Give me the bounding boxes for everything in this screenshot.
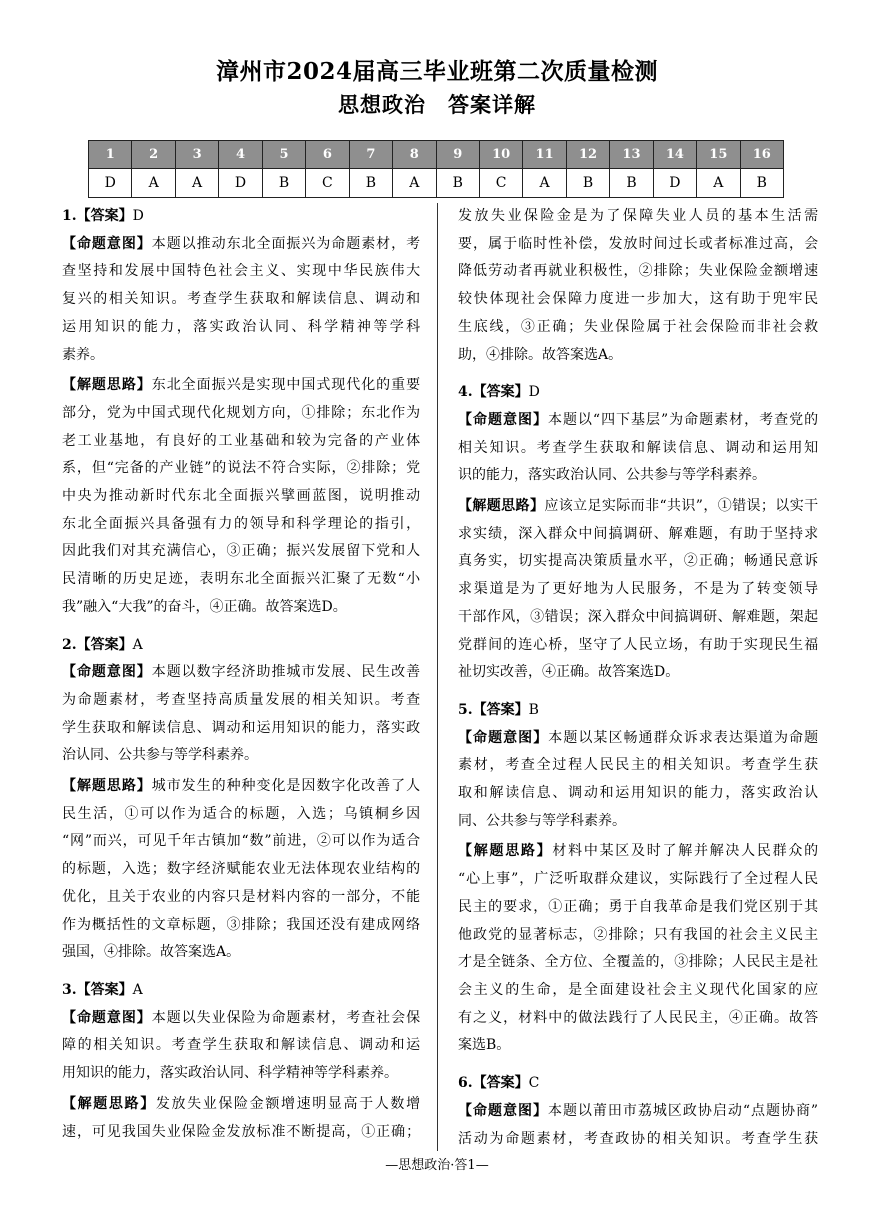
answer-value: A: [132, 636, 143, 653]
answer-label: 【答案】: [472, 701, 529, 718]
answer-heading-content: [62, 637, 143, 653]
text-line-body: 城市发生的种种变化是因数字化改善了人: [151, 778, 420, 795]
text-line-content: [458, 347, 622, 363]
question-number: 3.: [62, 981, 77, 998]
text-line: [62, 912, 420, 940]
answer-table-answer-row: [89, 169, 784, 198]
text-line-body: 本题以莆田市荔城区政协启动“点题协商”: [547, 1102, 818, 1119]
text-line-body: 作为概括性的文章标题，③排除；我国还没有建成网络: [62, 916, 420, 933]
answer-heading-content: [458, 384, 540, 400]
answer-heading-content: [458, 1075, 539, 1091]
question-number: 5.: [458, 701, 473, 718]
text-line: [458, 493, 818, 521]
answer-heading-content: [62, 208, 144, 224]
text-line-content: [458, 843, 818, 859]
text-line-content: [62, 778, 420, 794]
text-line-content: [62, 236, 420, 252]
text-line-body: 民生活，①可以作为适合的标题，入选；乌镇桐乡因: [62, 805, 420, 822]
text-line-content: [62, 833, 420, 849]
answer-label: 【答案】: [472, 384, 529, 401]
text-line-content: [62, 433, 420, 449]
text-line-body: “心上事”，广泛听取群众建议，实际践行了全过程人民: [458, 871, 818, 888]
answer-value: D: [132, 208, 144, 224]
question-number: 6.: [458, 1075, 473, 1092]
section-label: 【命题意图】: [62, 664, 152, 681]
text-line: [458, 1032, 818, 1060]
answer-heading-content: [62, 982, 143, 998]
text-line-content: [458, 236, 818, 252]
answer-value: C: [528, 1075, 540, 1092]
text-line-content: [62, 405, 420, 421]
text-line-content: [62, 861, 420, 877]
text-line-content: [458, 982, 818, 998]
text-line-content: [458, 291, 818, 307]
text-line: [62, 314, 420, 342]
section-label: 【解题思路】: [458, 843, 553, 860]
text-line: [62, 483, 420, 511]
section-label: 【命题意图】: [458, 411, 548, 428]
text-line: [62, 939, 420, 967]
text-line: [62, 687, 420, 715]
text-line: [458, 314, 818, 342]
text-line-content: [458, 498, 818, 514]
answer-table-answer-cell: D: [653, 169, 696, 198]
text-line: [62, 566, 420, 594]
text-line-content: [458, 757, 818, 773]
answer-table-answer-cell: C: [479, 169, 522, 198]
answer-table-number-cell: 11: [523, 141, 566, 169]
text-line-body: 用知识的能力，落实政治认同、科学精神等学科素养。: [62, 1065, 398, 1082]
answer-value: A: [132, 981, 143, 998]
page-subtitle: 思想政治 答案详解: [338, 92, 536, 117]
text-line-body: 会主义的生命，是全面建设社会主义现代化国家的应: [458, 981, 818, 998]
text-line: [458, 435, 818, 463]
text-line-content: [458, 440, 818, 456]
question-number: 1.: [62, 208, 77, 224]
answer-table-answer-cell: B: [349, 169, 392, 198]
answer-table-number-cell: 10: [479, 141, 522, 169]
text-line-body: 祉切实改善，④正确。故答案选D。: [458, 664, 680, 681]
answer-table-answer-cell: B: [262, 169, 305, 198]
text-line-body: 民清晰的历史足迹，表明东北全面振兴汇聚了无数“小: [62, 571, 420, 588]
text-line-content: [62, 516, 420, 532]
text-line: [62, 856, 420, 884]
text-line: [62, 715, 420, 743]
text-line-body: 为命题素材，考查坚持高质量发展的相关知识。考查: [62, 691, 420, 708]
text-line-content: [458, 208, 818, 224]
text-line-body: 本题以某区畅通群众诉求表达渠道为命题: [548, 729, 818, 746]
answer-table-number-cell: 12: [566, 141, 609, 169]
text-line-body: 生底线，③正确；失业保险属于社会保险而非社会救: [458, 318, 818, 335]
text-line-body: 才是全链条、全方位、全覆盖的，③排除；人民民主是社: [458, 954, 818, 971]
text-line-body: 东北全面振兴是实现中国式现代化的重要: [151, 377, 420, 394]
text-line-body: 较快体现社会保障力度进一步加大，这有助于兜牢民: [458, 291, 818, 308]
answer-heading: [458, 697, 818, 725]
text-line-body: 助，④排除。故答案选A。: [458, 346, 623, 363]
text-line-body: 求实绩，深入群众中间搞调研、解难题，有助于坚持求: [458, 525, 818, 542]
text-line-body: 取和解读信息、调动和运用知识的能力，落实政治认: [458, 785, 818, 802]
text-line-body: 部分，党为中国式现代化规划方向，①排除；东北作为: [62, 404, 420, 421]
text-line-body: 速，可见我国失业保险金发放标准不断提高，①正确；: [62, 1123, 420, 1140]
text-line: [62, 884, 420, 912]
text-line-body: 降低劳动者再就业积极性，②排除；失业保险金额增速: [458, 263, 818, 280]
text-line-content: [458, 581, 818, 597]
section-label: 【命题意图】: [62, 1009, 152, 1026]
text-line-content: [458, 467, 766, 483]
page-footer: —思想政治·答1—: [385, 1158, 489, 1173]
answer-table-answer-cell: C: [306, 169, 349, 198]
text-line: [458, 949, 818, 977]
right-column: [458, 203, 818, 1153]
text-line: [62, 1060, 420, 1088]
text-line: [62, 372, 420, 400]
answer-table-number-cell: 6: [306, 141, 349, 169]
text-line-body: 求渠道是为了更好地为人民服务，不是为了转变领导: [458, 581, 818, 598]
text-line-body: 干部作风，③错误；深入群众中间搞调研、解难题，架起: [458, 608, 818, 625]
text-line-body: 本题以推动东北全面振兴为命题素材，考: [151, 235, 420, 252]
text-line-body: 发放失业保险金是为了保障失业人员的基本生活需: [458, 208, 818, 224]
text-line: [458, 604, 818, 632]
answer-table-number-cell: 8: [393, 141, 436, 169]
section-label: 【解题思路】: [62, 377, 152, 394]
text-line-content: [62, 1037, 420, 1053]
text-line-content: [62, 720, 420, 736]
text-line: [458, 462, 818, 490]
text-line-content: [62, 747, 258, 763]
section-label: 【命题意图】: [458, 729, 549, 746]
answer-label: 【答案】: [76, 981, 133, 998]
text-line: [62, 231, 420, 259]
page-title: 漳州市2024届高三毕业班第二次质量检测: [215, 58, 658, 85]
answer-value: D: [528, 384, 540, 401]
answer-label: 【答案】: [76, 208, 133, 224]
text-line-content: [62, 599, 347, 615]
text-line-content: [458, 954, 818, 970]
answer-table-answer-cell: B: [566, 169, 609, 198]
answer-table-number-row: [89, 141, 784, 169]
answer-table-answer-cell: B: [436, 169, 479, 198]
text-line-body: 的标题，入选；数字经济赋能农业无法体现农业结构的: [62, 861, 420, 878]
text-line-content: [62, 1096, 420, 1112]
text-line-body: 东北全面振兴具备强有力的领导和科学理论的指引，: [62, 515, 420, 532]
text-line: [62, 1005, 420, 1033]
text-line-content: [458, 785, 818, 801]
text-line-content: [458, 1131, 818, 1147]
text-line: [458, 922, 818, 950]
text-line-body: 强国，④排除。故答案选A。: [62, 944, 241, 961]
answer-table-answer-cell: B: [610, 169, 653, 198]
text-line: [458, 203, 818, 231]
text-line: [458, 632, 818, 660]
text-line-body: 有之义，材料中的做法践行了人民民主，④正确。故答: [458, 1009, 818, 1026]
answer-table-number-cell: 9: [436, 141, 479, 169]
answer-table-answer-cell: A: [523, 169, 566, 198]
text-line-content: [458, 899, 818, 915]
text-line-content: [62, 460, 420, 476]
text-line: [62, 342, 420, 370]
text-line-body: 障的相关知识。考查学生获取和解读信息、调动和运: [62, 1037, 420, 1054]
text-line-body: 活动为命题素材，考查政协的相关知识。考查学生获: [458, 1130, 818, 1147]
answer-heading: [458, 379, 818, 407]
text-line: [458, 258, 818, 286]
left-column: [62, 203, 420, 1146]
text-line-body: 素材，考查全过程人民民主的相关知识。考查学生获: [458, 757, 818, 774]
answer-value: B: [528, 701, 539, 718]
answer-label: 【答案】: [472, 1075, 529, 1092]
text-line-content: [62, 944, 240, 960]
text-line-content: [458, 927, 818, 943]
text-line-content: [62, 571, 420, 587]
text-line: [458, 576, 818, 604]
text-line-body: 应该立足实际而非“共识”，①错误；以实干: [544, 498, 818, 515]
text-line-content: [62, 1065, 398, 1081]
text-line: [458, 808, 818, 836]
text-line: [62, 286, 420, 314]
text-line-content: [62, 692, 420, 708]
text-line-content: [458, 263, 818, 279]
text-line-body: 本题以数字经济助推城市发展、民生改善: [151, 664, 420, 681]
text-line: [62, 773, 420, 801]
answer-heading: [62, 203, 420, 231]
text-line-content: [62, 1124, 420, 1140]
text-line-body: 素养。: [62, 346, 104, 363]
section-label: 【解题思路】: [62, 778, 152, 795]
text-line-content: [62, 917, 420, 933]
text-line-body: 我”融入“大我”的奋斗，④正确。故答案选D。: [62, 598, 347, 615]
answer-table-number-cell: 4: [219, 141, 262, 169]
section-label: 【解题思路】: [62, 1095, 156, 1112]
text-line: [62, 1032, 420, 1060]
answer-table-number-cell: 15: [697, 141, 740, 169]
text-line-content: [458, 609, 818, 625]
text-line: [458, 752, 818, 780]
text-line-body: “网”而兴，可见千年古镇加“数”前进，②可以作为适合: [62, 833, 420, 850]
text-line: [62, 400, 420, 428]
answer-table-answer-cell: D: [219, 169, 262, 198]
answer-table-number-cell: 1: [89, 141, 132, 169]
text-line-body: 本题以失业保险为命题素材，考查社会保: [151, 1009, 420, 1026]
text-line: [62, 594, 420, 622]
section-label: 【命题意图】: [62, 235, 152, 252]
answer-table-answer-cell: A: [175, 169, 218, 198]
text-line-body: 党群间的连心桥，坚守了人民立场，有助于实现民生福: [458, 636, 818, 653]
text-line-content: [458, 730, 818, 746]
text-line-body: 相关知识。考查学生获取和解读信息、调动和运用知: [458, 439, 818, 456]
answer-table-number-cell: 13: [610, 141, 653, 169]
question-number: 4.: [458, 384, 473, 401]
text-line-body: 民主的要求，①正确；勇于自我革命是我们党区别于其: [458, 898, 818, 915]
text-line: [62, 428, 420, 456]
text-line: [62, 455, 420, 483]
text-line-body: 老工业基地，有良好的工业基础和较为完备的产业体: [62, 432, 420, 449]
text-line: [62, 1119, 420, 1147]
answer-table-number-cell: 16: [740, 141, 783, 169]
text-line-content: [62, 347, 104, 363]
text-line: [458, 659, 818, 687]
text-line-body: 中央为推动新时代东北全面振兴擘画蓝图，说明推动: [62, 488, 420, 505]
text-line: [62, 511, 420, 539]
text-line-body: 本题以“四下基层”为命题素材，考查党的: [547, 411, 818, 428]
answer-heading: [62, 977, 420, 1005]
text-line: [458, 780, 818, 808]
text-line-body: 案选B。: [458, 1037, 511, 1054]
text-line-content: [62, 488, 420, 504]
text-line: [458, 231, 818, 259]
text-line-body: 复兴的相关知识。考查学生获取和解读信息、调动和: [62, 291, 420, 308]
answer-table-answer-cell: A: [132, 169, 175, 198]
answer-table-number-cell: 2: [132, 141, 175, 169]
text-line: [458, 838, 818, 866]
text-line-body: 学生获取和解读信息、调动和运用知识的能力，落实政: [62, 719, 420, 736]
text-line-content: [62, 291, 420, 307]
text-line: [458, 1005, 818, 1033]
answer-table-answer-cell: B: [740, 169, 783, 198]
text-line-content: [458, 412, 818, 428]
column-divider: [437, 203, 438, 1151]
text-line: [458, 866, 818, 894]
section-label: 【命题意图】: [458, 1102, 548, 1119]
text-line-content: [458, 1010, 818, 1026]
text-line: [62, 258, 420, 286]
text-line-body: 系，但“完备的产业链”的说法不符合实际，②排除；党: [62, 460, 420, 477]
text-line-content: [62, 319, 420, 335]
text-line-content: [62, 1010, 420, 1026]
text-line-content: [458, 1103, 818, 1119]
answer-table-answer-cell: A: [697, 169, 740, 198]
text-line-content: [458, 664, 679, 680]
text-line-content: [458, 637, 818, 653]
text-line: [458, 521, 818, 549]
text-line-content: [458, 813, 626, 829]
text-line: [62, 1091, 420, 1119]
text-line: [458, 407, 818, 435]
text-line: [458, 1126, 818, 1154]
text-line-content: [62, 664, 420, 680]
text-line: [62, 828, 420, 856]
text-line-content: [458, 319, 818, 335]
text-line-content: [458, 1037, 510, 1053]
text-line-content: [62, 263, 420, 279]
text-line-body: 真务实，切实提高决策质量水平，②正确；畅通民意诉: [458, 553, 818, 570]
text-line-body: 材料中某区及时了解并解决人民群众的: [552, 843, 818, 860]
text-line: [458, 286, 818, 314]
answer-label: 【答案】: [76, 636, 133, 653]
text-line-body: 他政党的显著标志，②排除；只有我国的社会主义民主: [458, 926, 818, 943]
text-line: [458, 1098, 818, 1126]
section-label: 【解题思路】: [458, 498, 545, 515]
text-line: [458, 342, 818, 370]
answer-table-number-cell: 7: [349, 141, 392, 169]
answer-heading: [458, 1070, 818, 1098]
text-line: [458, 977, 818, 1005]
text-line: [62, 742, 420, 770]
text-line-content: [458, 526, 818, 542]
text-line-body: 要，属于临时性补偿，发放时间过长或者标准过高，会: [458, 235, 818, 252]
answer-table-number-cell: 5: [262, 141, 305, 169]
text-line-body: 查坚持和发展中国特色社会主义、实现中华民族伟大: [62, 263, 420, 280]
answer-table-number-cell: 14: [653, 141, 696, 169]
text-line: [62, 801, 420, 829]
answer-heading: [62, 632, 420, 660]
answer-table-number-cell: 3: [175, 141, 218, 169]
text-line-body: 治认同、公共参与等学科素养。: [62, 747, 258, 764]
text-line-content: [62, 806, 420, 822]
text-line-content: [62, 889, 420, 905]
text-line-content: [458, 553, 818, 569]
text-line-content: [458, 871, 818, 887]
answer-table-answer-cell: D: [89, 169, 132, 198]
text-line: [458, 725, 818, 753]
text-line-content: [62, 543, 420, 559]
answer-table-answer-cell: A: [393, 169, 436, 198]
text-line-body: 运用知识的能力，落实政治认同、科学精神等学科: [62, 318, 420, 335]
text-line-body: 优化，且关于农业的内容只是材料内容的一部分，不能: [62, 888, 420, 905]
text-line: [62, 538, 420, 566]
text-line-body: 同、公共参与等学科素养。: [458, 812, 626, 829]
text-line-body: 发放失业保险金额增速明显高于人数增: [155, 1095, 420, 1112]
answer-heading-content: [458, 702, 539, 718]
text-line: [458, 894, 818, 922]
text-line: [62, 659, 420, 687]
question-number: 2.: [62, 636, 77, 653]
answer-table: [88, 140, 784, 198]
text-line-body: 识的能力，落实政治认同、公共参与等学科素养。: [458, 467, 766, 484]
text-line: [458, 548, 818, 576]
text-line-body: 因此我们对其充满信心，③正确；振兴发展留下党和人: [62, 543, 420, 560]
text-line-content: [62, 377, 420, 393]
